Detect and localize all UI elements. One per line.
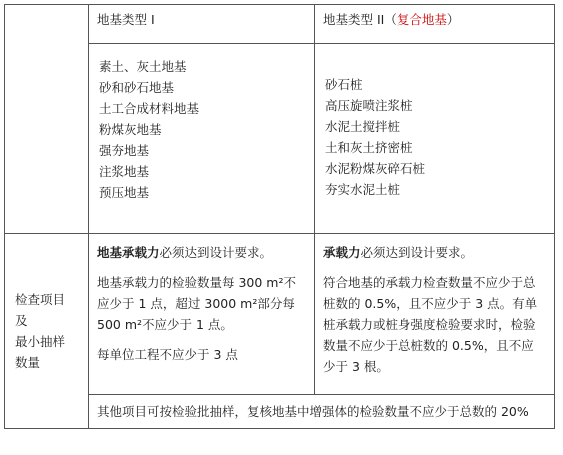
check-label-line: 及 [15,313,28,328]
type2-item: 水泥粉煤灰碎石桩 [325,161,426,176]
type2-item: 高压旋喷注浆桩 [325,98,413,113]
type2-list-cell [315,44,555,234]
type2-check-para2: 符合地基的承载力检查数量不应少于总桩数的 0.5%，且不应少于 3 点。有单桩承载力或桩身强度检验要求时，检验数量不应少于总桩数的 0.5%，且不应少于 3 根。 [323,275,538,374]
header-type2-composite: 复合地基 [396,12,447,27]
header-type2 [315,5,555,44]
type1-item: 土工合成材料地基 [99,101,200,116]
type1-check-line1 [97,242,306,263]
type1-item: 粉煤灰地基 [99,122,162,137]
type2-check-line1-rest: 必须达到设计要求。 [360,245,474,260]
type1-item: 强夯地基 [99,143,150,158]
bottom-note: 其他项目可按检验批抽样，复核地基中增强体的检验数量不应少于总数的 20% [89,395,555,429]
type1-item: 素土、灰土地基 [99,59,187,74]
type2-item: 水泥土搅拌桩 [325,119,401,134]
header-row [5,5,555,44]
type1-item: 预压地基 [99,185,150,200]
check-label-line: 数量 [15,355,41,370]
header-type1: 地基类型 I [89,5,315,44]
type2-check-cell [315,234,555,395]
check-row [5,234,555,395]
type1-item: 砂和砂石地基 [99,80,175,95]
type1-check-cell [89,234,315,395]
type2-check-line1 [323,242,546,263]
header-type2-suffix: ） [446,12,460,27]
corner-cell [5,5,89,234]
header-type2-prefix: 地基类型 II（ [323,12,397,27]
type1-bearing-capacity-term: 地基承载力 [97,245,160,260]
type2-item: 土和灰土挤密桩 [325,140,413,155]
type1-check-para2: 地基承载力的检验数量每 300 m²不应少于 1 点，超过 3000 m²部分每 500 m²不应少于 1 点。 [97,275,296,332]
type2-bearing-capacity-term: 承载力 [323,245,361,260]
type1-item: 注浆地基 [99,164,150,179]
type1-check-para3: 每单位工程不应少于 3 点 [97,347,238,362]
check-label-cell [5,234,89,429]
check-label-line: 最小抽样 [15,334,66,349]
type2-item: 砂石桩 [325,77,363,92]
check-label-line: 检查项目 [15,292,66,307]
type1-check-line1-rest: 必须达到设计要求。 [159,245,273,260]
type1-list-cell [89,44,315,234]
type2-item: 夯实水泥土桩 [325,182,401,197]
foundation-inspection-table [4,4,555,429]
